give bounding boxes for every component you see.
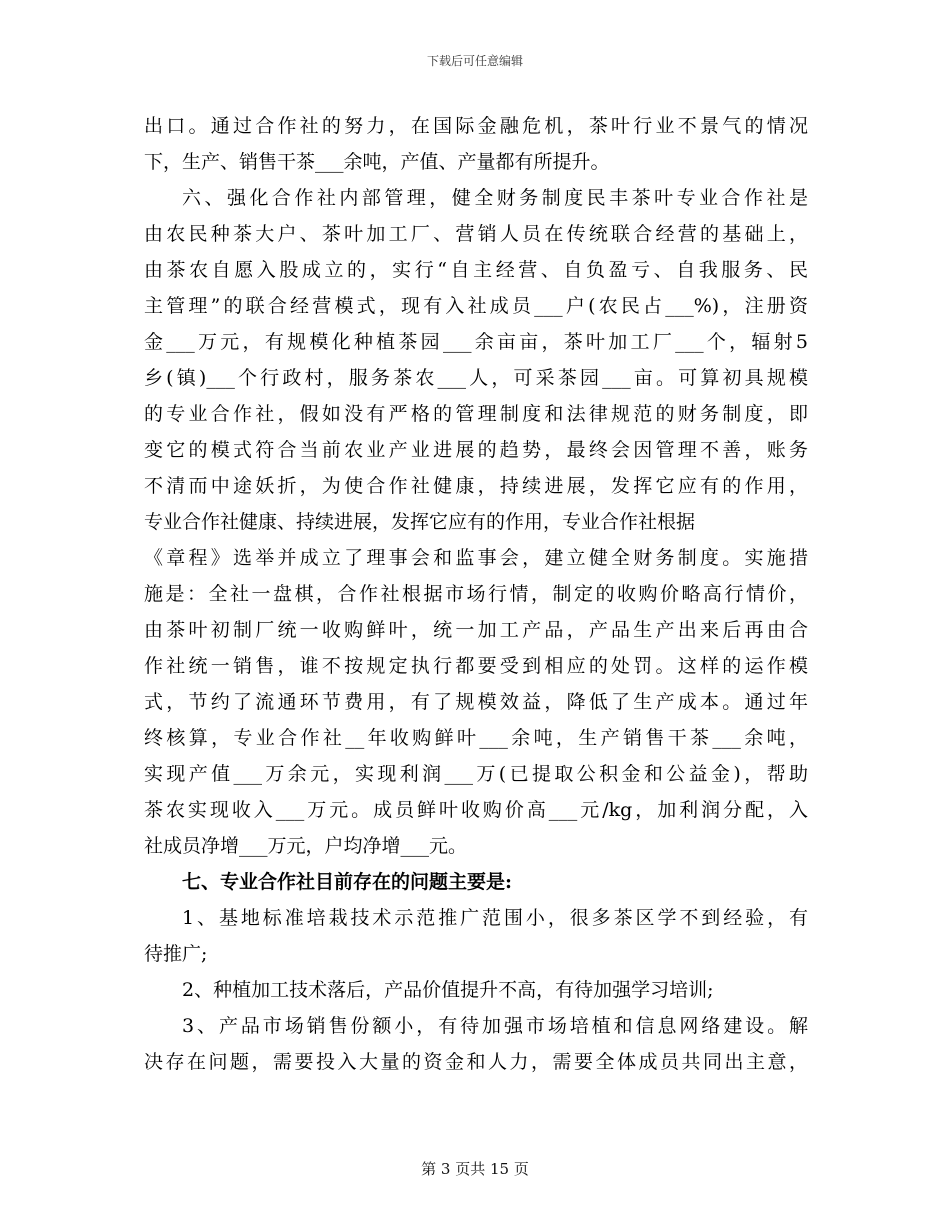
text-line: 《章程》选举并成立了理事会和监事会，建立健全财务制度。实施措 [144,547,808,569]
text-line: 专业合作社健康、持续进展，发挥它应有的作用，专业合作社根据 [144,511,696,533]
page-header: 下载后可任意编辑 [426,54,523,68]
text-line: 1、基地标准培栽技术示范推广范围小，很多茶区学不到经验，有 [182,907,808,929]
text-line: 终核算，专业合作社__年收购鲜叶___余吨，生产销售干茶___余吨， [144,727,808,749]
text-line: 决存在问题，需要投入大量的资金和人力，需要全体成员共同出主意， [144,1051,808,1073]
text-line: 由农民种茶大户、茶叶加工厂、营销人员在传统联合经营的基础上， [144,223,808,245]
text-line: 的专业合作社，假如没有严格的管理制度和法律规范的财务制度，即 [144,403,808,425]
section-heading: 七、专业合作社目前存在的问题主要是: [182,871,513,893]
text-line: 实现产值___万余元，实现利润___万(已提取公积金和公益金)，帮助 [144,763,808,785]
text-line: 待推广; [144,943,208,965]
text-line: 茶农实现收入___万元。成员鲜叶收购价高___元/kg，加利润分配，入 [144,799,808,821]
text-line: 由茶农自愿入股成立的，实行“自主经营、自负盈亏、自我服务、民 [144,259,808,281]
text-line: 作社统一销售，谁不按规定执行都要受到相应的处罚。这样的运作模 [144,655,808,677]
text-line: 3、产品市场销售份额小，有待加强市场培植和信息网络建设。解 [182,1015,808,1037]
text-line: 主管理”的联合经营模式，现有入社成员___户(农民占___%)，注册资 [144,295,808,317]
page-footer: 第 3 页共 15 页 [421,1160,529,1178]
text-line: 施是：全社一盘棋，合作社根据市场行情，制定的收购价略高行情价， [144,583,808,605]
text-line: 社成员净增___万元，户均净增___元。 [144,835,468,857]
text-line: 由茶叶初制厂统一收购鲜叶，统一加工产品，产品生产出来后再由合 [144,619,808,641]
text-line: 六、强化合作社内部管理，健全财务制度民丰茶叶专业合作社是 [182,187,808,209]
body-text [144,108,808,1080]
text-line: 金___万元，有规模化种植茶园___余亩亩，茶叶加工厂___个，辐射5 [144,331,808,353]
text-line: 不清而中途妖折，为使合作社健康，持续进展，发挥它应有的作用， [144,475,808,497]
text-line: 出口。通过合作社的努力，在国际金融危机，茶叶行业不景气的情况 [144,115,808,137]
text-line: 2、种植加工技术落后，产品价值提升不高，有待加强学习培训; [182,979,714,1001]
text-line: 式，节约了流通环节费用，有了规模效益，降低了生产成本。通过年 [144,691,808,713]
text-line: 变它的模式符合当前农业产业进展的趋势，最终会因管理不善，账务 [144,439,808,461]
text-line: 乡(镇)___个行政村，服务茶农___人，可采茶园___亩。可算初具规模 [144,367,808,389]
text-line: 下，生产、销售干茶___余吨，产值、产量都有所提升。 [144,151,610,173]
